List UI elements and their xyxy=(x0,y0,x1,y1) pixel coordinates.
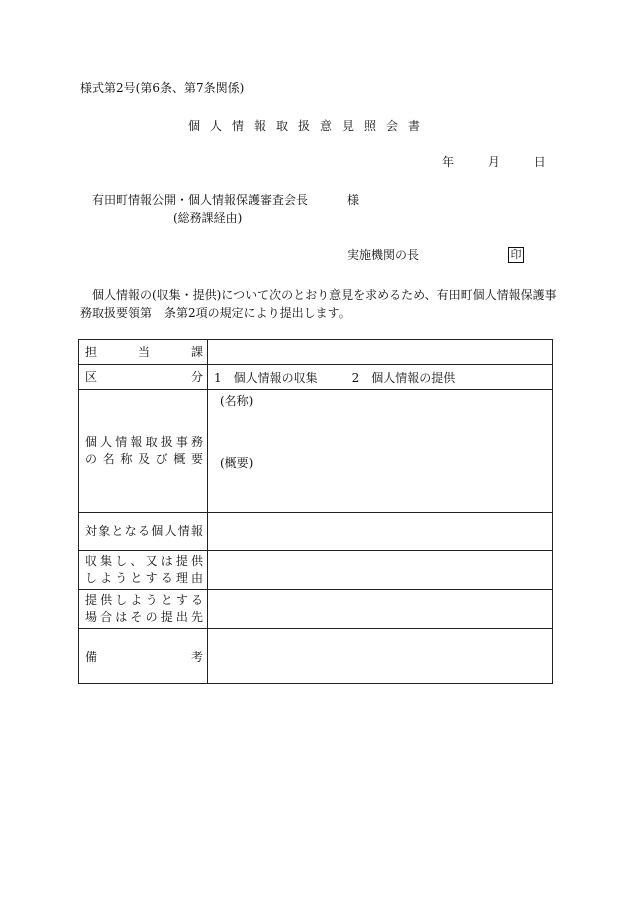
date-year: 年 xyxy=(442,155,455,169)
label-affair-line1: 個人情報取扱事務 xyxy=(85,435,203,449)
body-line-1: 個人情報の(収集・提供)について次のとおり意見を求めるため、有田町個人情報保護事 xyxy=(92,288,557,302)
date-month: 月 xyxy=(487,155,500,169)
label-category-text: 区分 xyxy=(85,369,203,384)
label-department xyxy=(79,340,208,365)
label-remarks xyxy=(79,629,208,684)
addressee-honorific: 様 xyxy=(347,193,360,207)
label-recipient xyxy=(79,590,208,629)
label-remarks-text: 備考 xyxy=(85,650,203,664)
label-target-info xyxy=(79,513,208,551)
label-affair-line2: の名称及び概要 xyxy=(85,452,203,466)
table-row-category xyxy=(79,365,553,390)
note-summary: (概要) xyxy=(220,456,254,470)
field-affair[interactable] xyxy=(208,390,553,513)
label-target-info-text: 対象となる個人情報 xyxy=(85,524,203,538)
table-row-target-info xyxy=(79,513,553,551)
field-department[interactable] xyxy=(208,340,553,365)
table-row-reason xyxy=(79,551,553,590)
label-department-text: 担当課 xyxy=(85,344,203,359)
sender-label: 実施機関の長 xyxy=(347,248,420,262)
field-target-info[interactable] xyxy=(208,513,553,551)
field-recipient[interactable] xyxy=(208,590,553,629)
via-note: (総務課経由) xyxy=(173,211,243,225)
body-text xyxy=(80,286,560,322)
table-row-department xyxy=(79,340,553,365)
field-remarks[interactable] xyxy=(208,629,553,684)
label-reason-line2: しようとする理由 xyxy=(85,571,203,585)
date-day: 日 xyxy=(533,155,546,169)
date-line xyxy=(442,155,546,170)
label-category xyxy=(79,365,208,390)
label-reason-line1: 収集し、又は提供 xyxy=(85,554,203,568)
field-category[interactable] xyxy=(208,365,553,390)
option-collection[interactable]: 1 個人情報の収集 xyxy=(214,370,318,385)
table-row-remarks xyxy=(79,629,553,684)
seal-mark: 印 xyxy=(508,247,524,263)
form-table xyxy=(78,339,553,684)
table-row-recipient xyxy=(79,590,553,629)
body-line-2: 務取扱要領第 条第2項の規定により提出します。 xyxy=(80,306,351,320)
field-reason[interactable] xyxy=(208,551,553,590)
label-recipient-line2: 場合はその提出先 xyxy=(85,610,203,624)
addressee-name: 有田町情報公開・個人情報保護審査会長 xyxy=(92,193,309,207)
form-number: 様式第2号(第6条、第7条関係) xyxy=(80,81,245,95)
table-row-affair xyxy=(79,390,553,513)
label-recipient-line1: 提供しようとする xyxy=(85,593,203,607)
document-title: 個人情報取扱意見照会書 xyxy=(188,119,431,133)
note-name: (名称) xyxy=(220,394,254,408)
label-reason xyxy=(79,551,208,590)
option-provision[interactable]: 2 個人情報の提供 xyxy=(351,370,456,385)
label-affair xyxy=(79,390,208,513)
